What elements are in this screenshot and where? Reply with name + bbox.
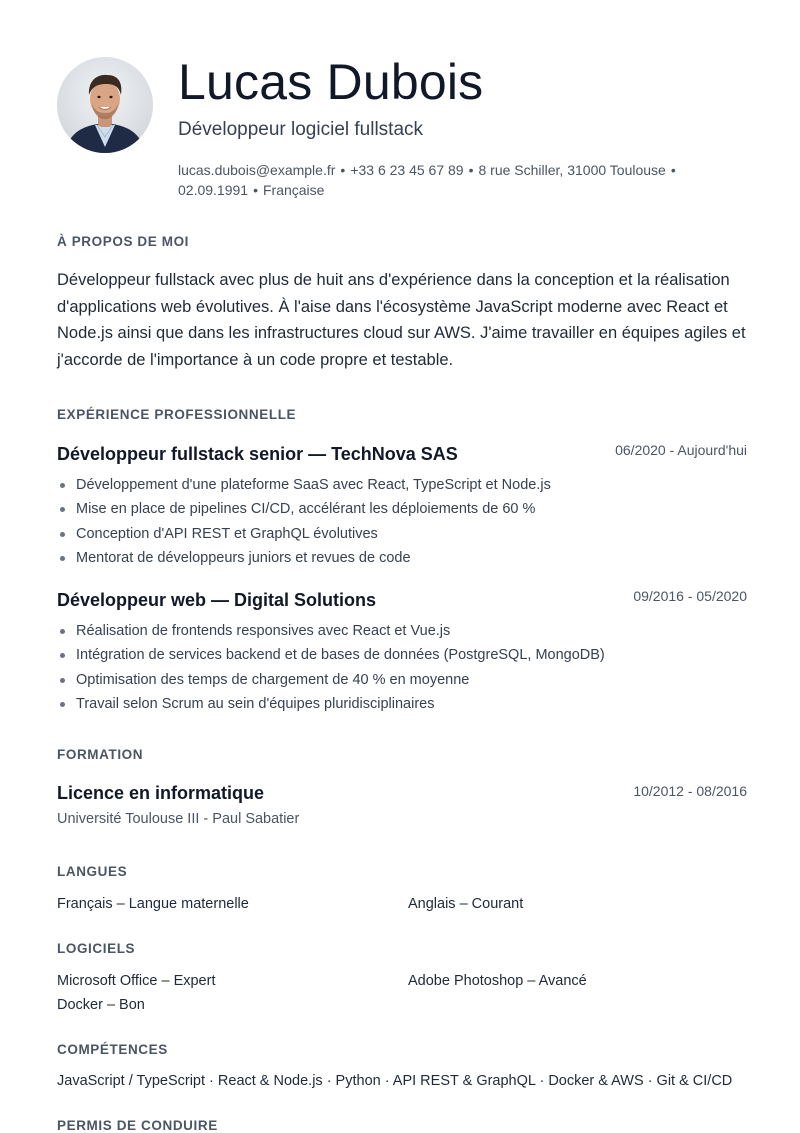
section-heading-skills: COMPÉTENCES [57, 1042, 168, 1057]
contact-separator: • [670, 162, 676, 178]
section-heading-education: FORMATION [57, 747, 144, 762]
software-item: Adobe Photoshop – Avancé [408, 973, 587, 989]
job-bullets [57, 619, 747, 716]
contact-separator: • [468, 162, 474, 178]
contact-phone: +33 6 23 45 67 89 [350, 162, 464, 178]
software-item: Microsoft Office – Expert [57, 973, 216, 989]
job-dates: 06/2020 - Aujourd'hui [615, 442, 747, 458]
experience-entry [57, 444, 747, 570]
job-role: Développeur fullstack senior — TechNova SAS [57, 444, 458, 464]
job-bullets [57, 473, 747, 570]
about-text: Développeur fullstack avec plus de huit ans d'expérience dans la conception et la réalisation d'applications web évolutives. À l'aise dans l'écosystème JavaScript moderne avec React et Node.js ainsi que dans les infrastructures cloud sur AWS. J'aime travailler en équipes agiles et j'accorde de l'importance à un code propre et testable. [57, 271, 746, 369]
bullet-item: Réalisation de frontends responsives avec React et Vue.js [57, 619, 747, 643]
job-dates: 09/2016 - 05/2020 [633, 588, 747, 604]
candidate-name: Lucas Dubois [178, 54, 484, 110]
section-heading-about: À PROPOS DE MOI [57, 234, 190, 249]
bullet-item: Mise en place de pipelines CI/CD, accélérant les déploiements de 60 % [57, 497, 747, 521]
language-item: Anglais – Courant [408, 896, 524, 912]
bullet-item: Optimisation des temps de chargement de 40 % en moyenne [57, 668, 747, 692]
bullet-item: Conception d'API REST et GraphQL évolutives [57, 522, 747, 546]
section-heading-driving-license: PERMIS DE CONDUIRE [57, 1118, 218, 1133]
bullet-item: Travail selon Scrum au sein d'équipes pluridisciplinaires [57, 692, 747, 716]
skills-list: JavaScript / TypeScript · React & Node.js · Python · API REST & GraphQL · Docker & AWS · Git & CI/CD [57, 1073, 733, 1089]
section-heading-experience: EXPÉRIENCE PROFESSIONNELLE [57, 407, 297, 422]
profile-photo [57, 57, 153, 153]
candidate-title: Développeur logiciel fullstack [178, 119, 424, 140]
contact-separator: • [253, 182, 258, 198]
education-degree: Licence en informatique [57, 783, 265, 803]
contact-nationality: Française [262, 182, 325, 198]
contact-email: lucas.dubois@example.fr [178, 162, 336, 178]
job-role: Développeur web — Digital Solutions [57, 590, 377, 610]
section-heading-software: LOGICIELS [57, 941, 136, 956]
section-heading-languages: LANGUES [57, 864, 128, 879]
education-dates: 10/2012 - 08/2016 [633, 783, 747, 799]
contact-info [178, 160, 748, 200]
language-item: Français – Langue maternelle [57, 896, 249, 912]
bullet-item: Mentorat de développeurs juniors et revues de code [57, 546, 747, 570]
software-item: Docker – Bon [57, 997, 145, 1013]
experience-entry [57, 590, 747, 716]
contact-separator: • [340, 162, 346, 178]
bullet-item: Intégration de services backend et de bases de données (PostgreSQL, MongoDB) [57, 643, 747, 667]
contact-birthdate: 02.09.1991 [178, 182, 249, 198]
bullet-item: Développement d'une plateforme SaaS avec React, TypeScript et Node.js [57, 473, 747, 497]
education-school: Université Toulouse III - Paul Sabatier [57, 811, 300, 827]
contact-address: 8 rue Schiller, 31000 Toulouse [478, 162, 666, 178]
